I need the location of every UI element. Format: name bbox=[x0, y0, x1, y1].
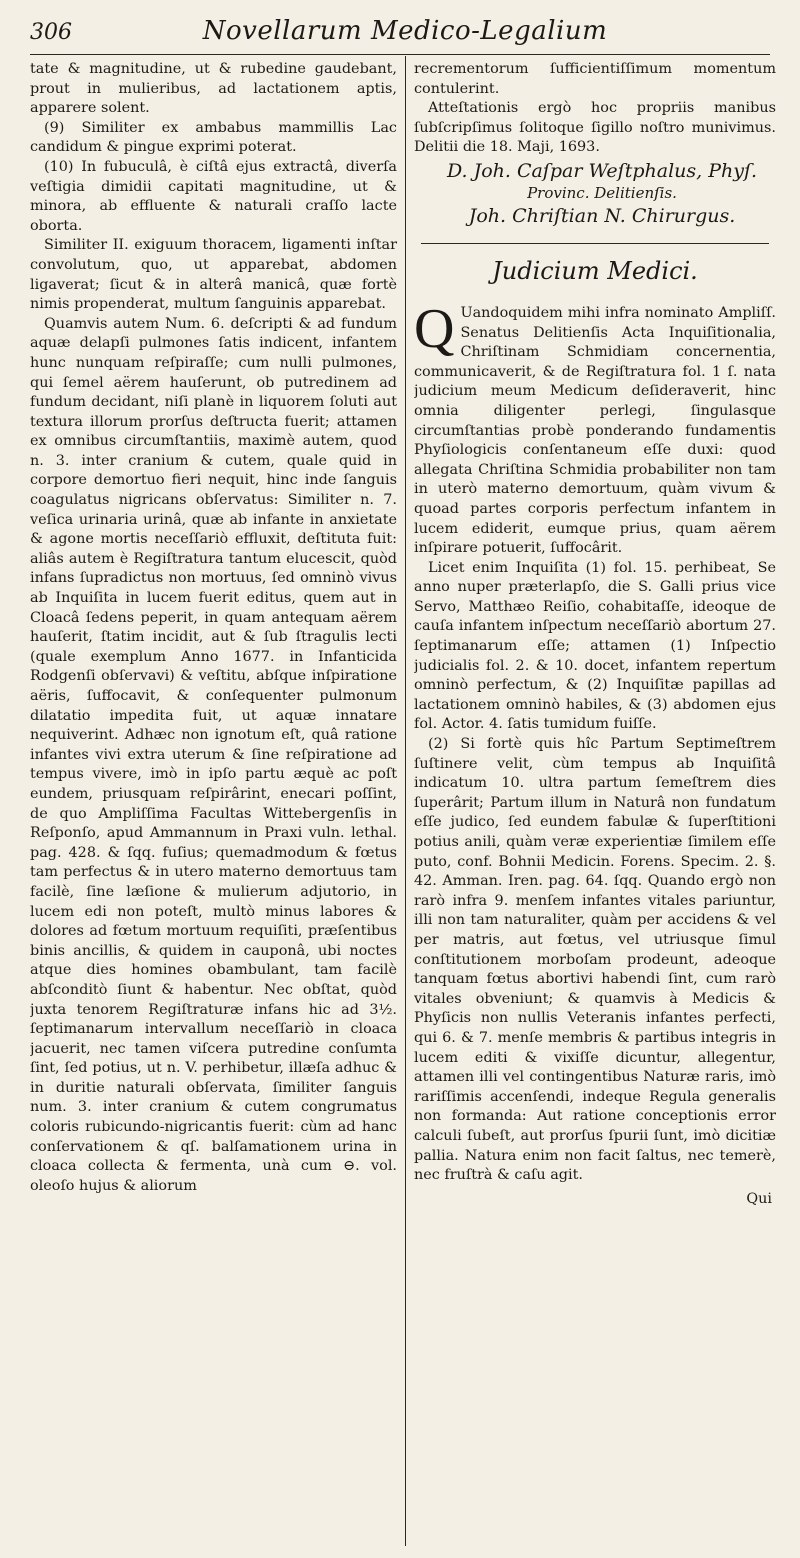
paragraph-text: Uandoquidem mihi infra nominato Ampliſſ. Senatus Delitienſis Acta Inquiſitionalia, Chriſtinam Schmidiam concernentia, communicaverit, & de Regiſtratura fol. 1 ſ. nata judicium meum Medicum deſideraverit, hinc omnia diligenter perlegi, ſingulasque circumſtantias probè ponderando fundamentis Phyſiologicis conſentaneum eſſe duxi: quod allegata Chriſtina Schmidia probabiliter non tam in uterò materno demortuum, quàm vivum & quoad partes corporis perfectum infantem in lucem ediderit, eumque prius, quam aërem inſpirare potuerit, ſuffocârit. bbox=[414, 304, 776, 557]
right-paragraph bbox=[414, 297, 776, 559]
running-head: Novellarum Medico-Legalium bbox=[202, 16, 608, 46]
column-divider bbox=[405, 56, 406, 1546]
attestation-paragraph: Atteſtationis ergò hoc propriis manibus ſubſcripſimus ſolitoque ſigillo noſtro munivimus. Delitii die 18. Maji, 1693. bbox=[414, 100, 776, 156]
left-paragraph: (10) In fubuculâ, è ciſtâ ejus extractâ, diverſa veſtigia dimidii capitati magnitudine, ut & minora, ab effluente & naturali craſſo lacte oborta. bbox=[30, 158, 397, 234]
section-title: Judicium Medici. bbox=[492, 256, 698, 285]
left-column bbox=[30, 60, 397, 1196]
left-paragraph: tate & magnitudine, ut & rubedine gaudebant, prout in mulieribus, ad lactationem aptis, apparere solent. bbox=[30, 61, 397, 117]
header-rule bbox=[30, 54, 770, 55]
left-paragraph: Quamvis autem Num. 6. deſcripti & ad fundum aquæ delapſi pulmones ſatis indicent, infantem hunc nunquam reſpiraſſe; cum nulli pulmones, qui ſemel aërem hauſerunt, ob putredinem ad fundum decidant, niſi planè in liquorem ſoluti aut textura illorum prorſus deſtructa fuerit; attamen ex omnibus circumſtantiis, maximè autem, quod n. 3. inter cranium & cutem, quale quid in corpore demortuo fieri nequit, hinc inde ſanguis coagulatus nigricans obſervatus: Similiter n. 7. veſica urinaria urinâ, quæ ab infante in anxietate & agone mortis neceſſariò effluxit, deſtituta fuit: aliâs autem è Regiſtratura tantum elucescit, quòd infans ſupradictus non mortuus, ſed omninò vivus ab Inquiſita in lucem fuerit editus, quem aut in Cloacâ ſedens peperit, in quam antequam aërem hauſerit, ſtatim incidit, aut & ſub ſtragulis lecti (quale exemplum Anno 1677. in Infanticida Rodgenſi obſervavi) & veſtitu, abſque inſpiratione aëris, ſuffocavit, & conſequenter pulmonum dilatatio impedita fuit, ut aquæ innatare nequiverint. Adhæc non ignotum eſt, quâ ratione infantes vivi extra uterum & ſine reſpiratione ad tempus vivere, imò in ipſo partu æquè ac poſt eundem, priusquam reſpirârint, enecari poſſint, de quo Ampliſſima Facultas Wittebergenſis in Reſponſo, apud Ammannum in Praxi vuln. lethal. pag. 428. & ſqq. fuſius; quemadmodum & fœtus tam perfectus & in utero materno demortuus tam facilè, ſine læſione & mulierum adjutorio, in lucem edi non poteſt, multò minus labores & dolores ad fœtum mortuum requiſiti, præſentibus binis ancillis, & quidem in cauponâ, ubi noctes atque dies homines obambulant, tam facilè abſconditò ſiunt & habentur. Nec obſtat, quòd juxta tenorem Regiſtraturæ infans hic ad 3½. ſeptimanarum intervallum neceſſariò in cloaca jacuerit, nec tamen viſcera putredine conſumta ſint, ſed potius, ut n. V. perhibetur, illæſa adhuc & in duritie naturali obſervata, ſimiliter ſanguis num. 3. inter cranium & cutem congrumatus coloris rubicundo-nigricantis fuerit: cùm ad hanc conſervationem & qſ. balſamationem urina in cloaca collecta & fermenta, unà cum ⊖. vol. oleoſo hujus & aliorum bbox=[30, 315, 397, 1194]
left-paragraph: Similiter II. exiguum thoracem, ligamenti inſtar convolutum, quo, ut apparebat, abdomen ligaverat; ſicut & in alterâ manicâ, quæ fortè nimis propenderat, multum ſanguinis apparebat. bbox=[30, 237, 397, 313]
section-rule bbox=[421, 243, 769, 244]
left-paragraph: (9) Similiter ex ambabus mammillis Lac candidum & pingue exprimi poterat. bbox=[30, 119, 397, 156]
right-paragraph: (2) Si fortè quis hîc Partum Septimeſtrem ſuſtinere velit, cùm tempus ab Inquiſitâ indicatum 10. ultra partum ſemeſtrem dies ſuperârit; Partum illum in Naturâ non fundatum eſſe judico, ſed eundem fabulæ & ſuperſtitioni potius anili, quàm veræ experientiæ ſimilem eſſe puto, conf. Bohnii Medicin. Forens. Specim. 2. §. 42. Amman. Iren. pag. 64. ſqq. Quando ergò non rarò infra 9. menſem infantes vitales pariuntur, illi non tam naturaliter, quàm per accidens & vel per matris, aut fœtus, vel utriusque ſimul conſtitutionem morboſam prodeunt, adeoque tanquam fœtus abortivi habendi ſint, cum rarò vitales obveniunt; & quamvis à Medicis & Phyſicis non nullis Veteranis infantes perfecti, qui 6. & 7. menſe membris & partibus integris in lucem editi & vixiſſe dicuntur, allegentur, attamen illi vel contingentibus Naturæ raris, imò rariſſimis accenſendi, indeque Regula generalis non formanda: Aut ratione conceptionis error calculi ſubeſt, aut prorſus ſpurii ſunt, imò dicitiæ pallia. Natura enim non facit ſaltus, nec temerè, nec fruſtrà & caſu agit. bbox=[414, 736, 776, 1184]
right-column bbox=[414, 60, 776, 1530]
signature-title: Provinc. Delitienſis. bbox=[527, 183, 677, 202]
signature-surgeon: Joh. Chriſtian N. Chirurgus. bbox=[468, 204, 736, 227]
right-paragraph: recrementorum ſufficientiſſimum momentum contulerint. bbox=[414, 61, 776, 97]
page-header bbox=[30, 14, 780, 54]
right-paragraph: Licet enim Inquiſita (1) fol. 15. perhibeat, Se anno nuper præterlapſo, die S. Galli prius vice Servo, Matthæo Reiſio, cohabitaſſe, ideoque de cauſa infantem inſpectum neceſſariò abortum 27. ſeptimanarum eſſe; attamen (1) Inſpectio judicialis fol. 2. & 10. docet, infantem repertum omninò perfectum, & (2) Inquiſitæ papillas ad lactationem omninò habiles, & (3) abdomen ejus fol. Actor. 4. ſatis tumidum fuiſſe. bbox=[414, 559, 776, 733]
drop-initial: Q bbox=[414, 297, 455, 360]
signature-physician: D. Joh. Caſpar Weſtphalus, Phyſ. bbox=[446, 159, 758, 182]
page-number: 306 bbox=[30, 20, 72, 45]
catchword: Qui bbox=[746, 1190, 772, 1207]
